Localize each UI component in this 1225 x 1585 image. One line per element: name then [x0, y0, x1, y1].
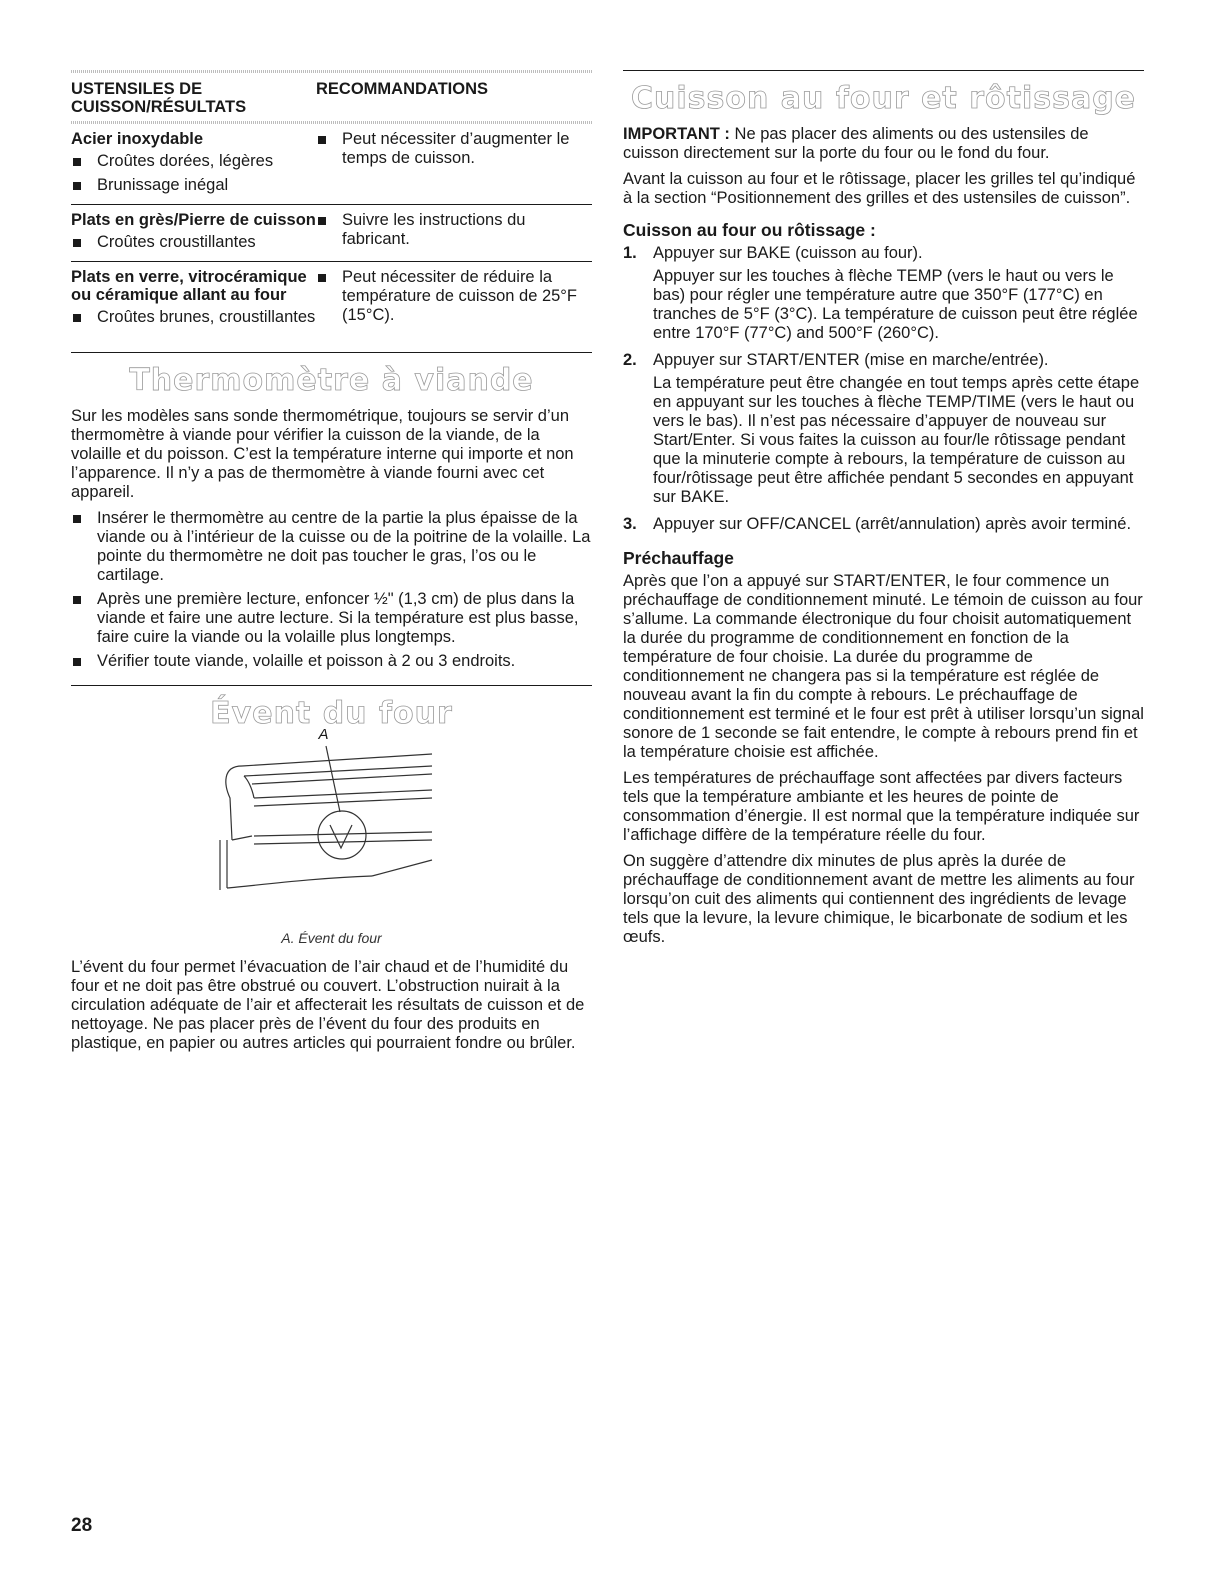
step-detail: La température peut être changée en tout temps après cette étape en appuyant sur les touches à flèche TEMP/TIME (vers le haut ou vers le bas). Il n’est pas nécessaire d’appuyer de nouveau sur Start/Enter. Si vous faites la cuisson au four/le rôtissage pendant que la minuterie compte à rebours, la température de cuisson au four/rôtissage peut être affichée pendant 5 secondes en appuyant sur BAKE.	[653, 374, 1140, 506]
section-divider	[623, 70, 1144, 71]
bullet-icon	[73, 596, 81, 604]
thermometer-intro: Sur les modèles sans sonde thermométrique, toujours se servir d’un thermomètre à viande pour vérifier la cuisson de la viande, de la volaille et du poisson. C’est la température interne qui importe et non l’apparence. Il n’y a pas de thermomètre à viande fourni avec cet appareil.	[71, 407, 574, 501]
list-item: 2. Appuyer sur START/ENTER (mise en marche/entrée).	[623, 351, 1049, 369]
important-text: Ne pas placer des aliments ou des ustensiles de cuisson directement sur la porte du four ou le fond du four.	[623, 125, 1089, 162]
important-note	[623, 125, 1144, 163]
list-item: Insérer le thermomètre au centre de la partie la plus épaisse de la viande ou à l’intérieur de la cuisse ou de la poitrine de la volaille. La pointe du thermomètre ne doit pas toucher le gras, l’os ou le cartilage.	[71, 509, 592, 585]
table-row-material: Acier inoxydable	[71, 130, 204, 148]
left-column	[71, 70, 592, 1060]
section-title-baking: Cuisson au four et rôtissage	[630, 81, 1137, 116]
figure-caption: A. Évent du four	[281, 930, 382, 946]
important-label: IMPORTANT :	[623, 125, 730, 143]
table-row-material: Plats en verre, vitrocéramique ou céramique allant au four	[71, 268, 307, 304]
table-header-cookware: USTENSILES DE CUISSON/RÉSULTATS	[71, 80, 247, 116]
bullet-icon	[73, 515, 81, 523]
list-item: Croûtes brunes, croustillantes	[71, 308, 316, 327]
preheat-paragraph: Les températures de préchauffage sont affectées par divers facteurs tels que la température ambiante et les heures de pointe de consommation d’énergie. Il est normal que la température indiquée sur l’affichage diffère de la température réelle du four.	[623, 769, 1140, 844]
list-item: Croûtes croustillantes	[71, 233, 316, 252]
right-column	[623, 70, 1144, 954]
list-item: Peut nécessiter de réduire la température de cuisson de 25°F (15°C).	[316, 268, 592, 325]
oven-vent-illustration	[192, 740, 472, 930]
preheat-title: Préchauffage	[623, 548, 734, 568]
bullet-icon	[73, 158, 81, 166]
list-item: Croûtes dorées, légères	[71, 152, 316, 171]
list-item: 3. Appuyer sur OFF/CANCEL (arrêt/annulation) après avoir terminé.	[623, 515, 1132, 533]
list-item: Peut nécessiter d’augmenter le temps de cuisson.	[316, 130, 592, 168]
list-item: 1. Appuyer sur BAKE (cuisson au four).	[623, 244, 923, 262]
step-detail: Appuyer sur les touches à flèche TEMP (vers le haut ou vers le bas) pour régler une température autre que 350°F (177°C) en tranches de 5°F (3°C). La température de cuisson peut être réglée entre 170°F (77°C) and 500°F (260°C).	[653, 267, 1138, 342]
bullet-icon	[318, 136, 326, 144]
section-divider	[71, 685, 592, 686]
figure-label-a: A	[318, 726, 329, 743]
section-title-vent: Évent du four	[210, 696, 453, 731]
steps-title: Cuisson au four ou rôtissage :	[623, 220, 876, 240]
oven-vent-figure	[192, 726, 472, 930]
table-row	[71, 124, 592, 204]
list-item: Brunissage inégal	[71, 176, 316, 195]
table-row	[71, 205, 592, 261]
bullet-icon	[318, 274, 326, 282]
table-header	[71, 73, 592, 121]
table-header-recommendations: RECOMMANDATIONS	[316, 80, 489, 98]
page-number: 28	[71, 1515, 93, 1536]
list-item: Après une première lecture, enfoncer ½" (1,3 cm) de plus dans la viande et faire une autre lecture. Si la température est plus basse, faire cuire la viande ou la volaille plus longtemps.	[71, 590, 592, 647]
vent-text: L’évent du four permet l’évacuation de l’air chaud et de l’humidité du four et ne doit pas être obstrué ou couvert. L’obstruction nuirait à la circulation adéquate de l’air et affecterait les résultats de cuisson et de nettoyage. Ne pas placer près de l’évent du four des produits en plastique, en papier ou autres articles qui pourraient fondre ou brûler.	[71, 958, 585, 1052]
section-title-thermometer: Thermomètre à viande	[129, 363, 534, 398]
list-item: Vérifier toute viande, volaille et poisson à 2 ou 3 endroits.	[71, 652, 592, 671]
bullet-icon	[73, 658, 81, 666]
table-row	[71, 262, 592, 336]
baking-intro: Avant la cuisson au four et le rôtissage, placer les grilles tel qu’indiqué à la section “Positionnement des grilles et des ustensiles de cuisson”.	[623, 170, 1136, 207]
section-divider	[71, 352, 592, 353]
preheat-paragraph: Après que l’on a appuyé sur START/ENTER, le four commence un préchauffage de conditionnement minuté. Le témoin de cuisson au four s’allume. La commande électronique du four choisit automatiquement la durée du programme de conditionnement en fonction de la température de four choisie. La durée du programme de conditionnement ne changera pas si la température est réglée de nouveau avant la fin du compte à rebours. Le préchauffage de conditionnement est terminé et le four est prêt à utiliser lorsqu’un signal sonore de 1 seconde se fait entendre, le compte à rebours prend fin et la température choisie est affichée.	[623, 572, 1144, 761]
bullet-icon	[73, 314, 81, 322]
list-item: Suivre les instructions du fabricant.	[316, 211, 592, 249]
table-row-material: Plats en grès/Pierre de cuisson	[71, 211, 316, 229]
bullet-icon	[73, 239, 81, 247]
bullet-icon	[73, 182, 81, 190]
bullet-icon	[318, 217, 326, 225]
preheat-paragraph: On suggère d’attendre dix minutes de plus après la durée de préchauffage de conditionnement avant de mettre les aliments au four lorsqu’on cuit des aliments qui contiennent des ingrédients de levage tels que la levure, la levure chimique, le bicarbonate de sodium et les œufs.	[623, 852, 1135, 946]
